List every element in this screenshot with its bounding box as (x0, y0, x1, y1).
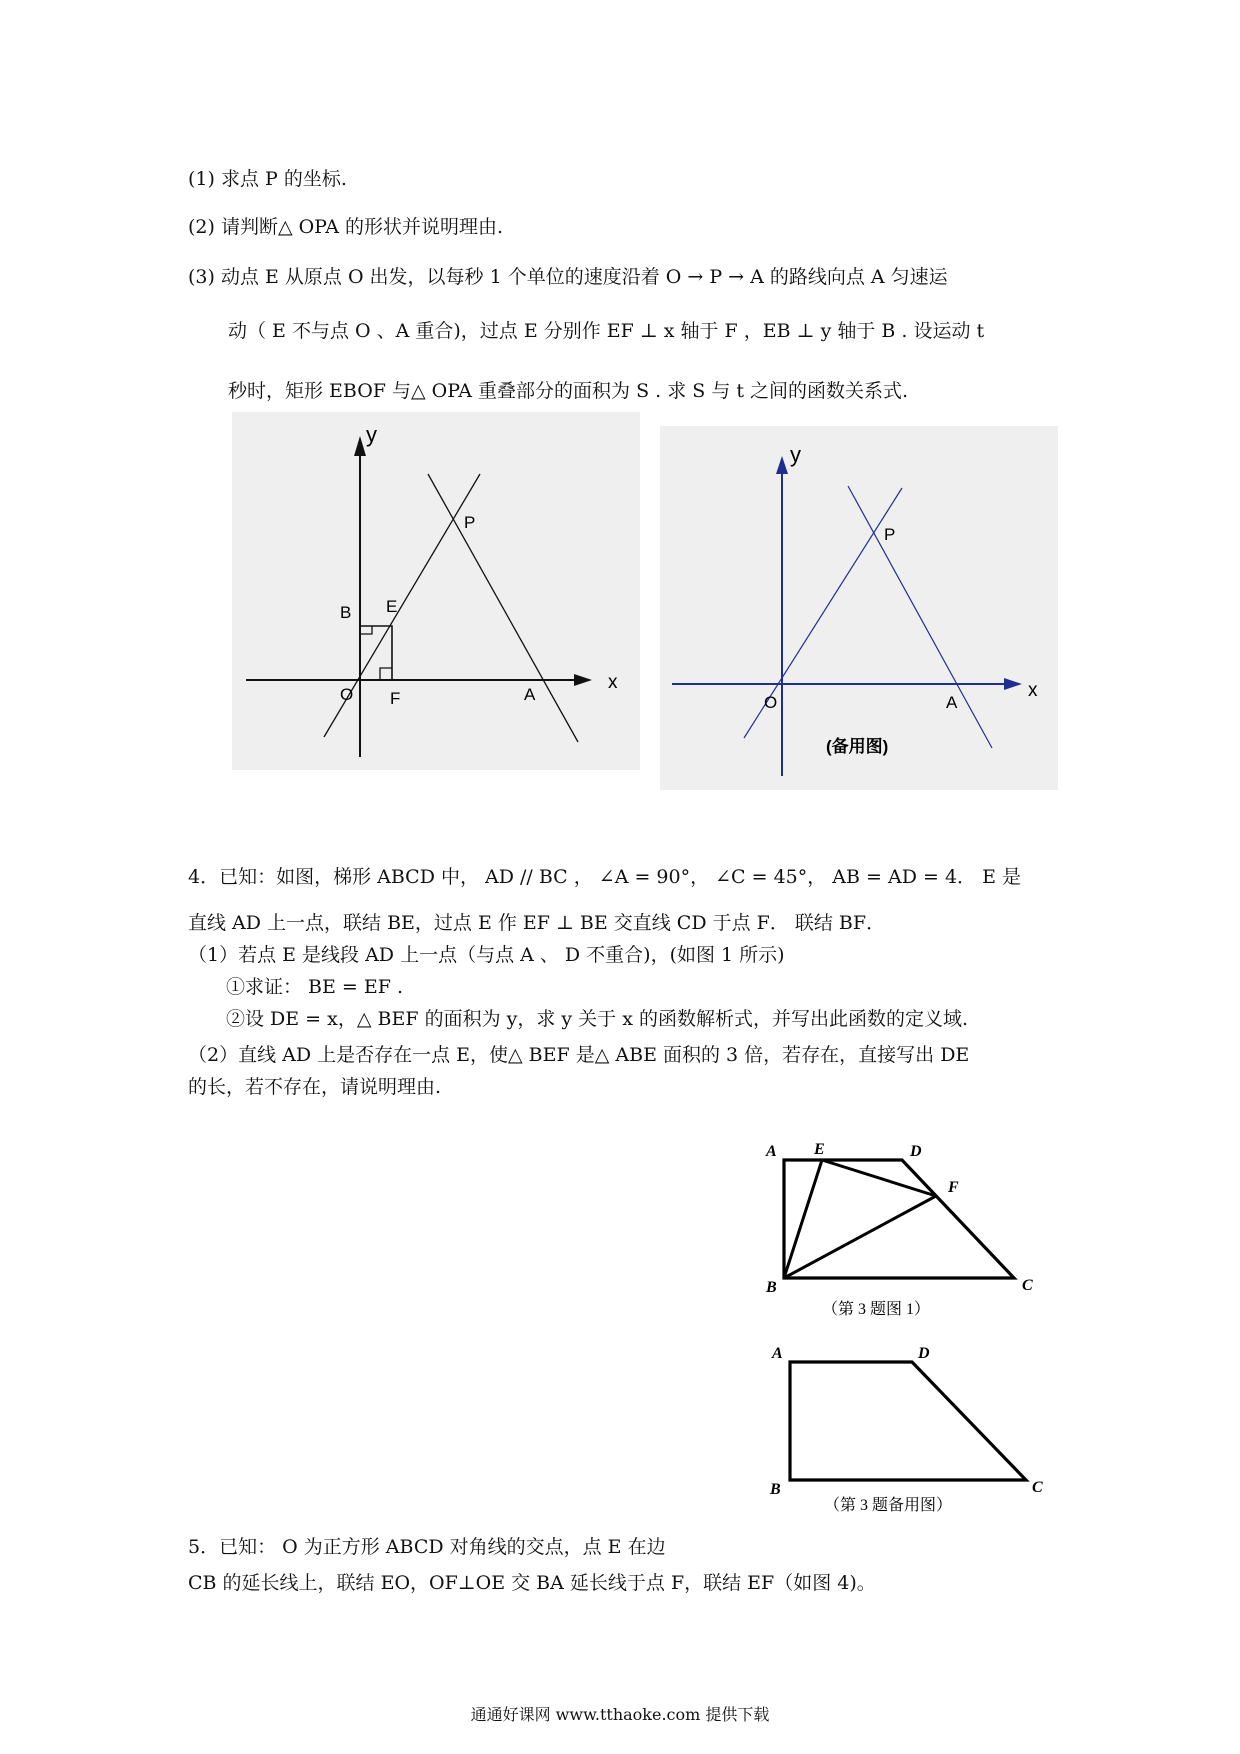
trapezoid-abcd (790, 1362, 1026, 1480)
label-p: P (884, 525, 896, 544)
figure-coordinate-main (232, 412, 640, 770)
q4-line5: ②设 DE = x，△ BEF 的面积为 y，求 y 关于 x 的函数解析式，并写出此函数的定义域. (226, 1008, 968, 1030)
label-f: F (390, 689, 401, 708)
q4-line3: （1）若点 E 是线段 AD 上一点（与点 A 、 D 不重合)，(如图 1 所示) (188, 944, 785, 966)
label-e: E (386, 597, 398, 616)
q5-line1: 5．已知： O 为正方形 ABCD 对角线的交点，点 E 在边 (188, 1536, 666, 1558)
label-o: O (764, 693, 778, 712)
label-b: B (770, 1481, 781, 1498)
q3-part1: (1) 求点 P 的坐标. (188, 168, 347, 190)
figure-caption: （第 3 题图 1） (822, 1301, 931, 1318)
label-f: F (948, 1179, 959, 1196)
q4-line7: 的长，若不存在，请说明理由. (188, 1076, 442, 1098)
label-a: A (766, 1143, 777, 1160)
figure-background (660, 426, 1058, 790)
label-e: E (814, 1141, 825, 1158)
q3-part3-line3: 秒时，矩形 EBOF 与△ OPA 重叠部分的面积为 S . 求 S 与 t 之间的函数关系式. (228, 380, 909, 402)
figure-trapezoid-1 (752, 1134, 1052, 1324)
label-b: B (340, 603, 352, 622)
y-label: y (790, 442, 801, 467)
q4-line6: （2）直线 AD 上是否存在一点 E，使△ BEF 是△ ABE 面积的 3 倍，若存在，直接写出 DE (188, 1044, 970, 1066)
label-a: A (946, 693, 958, 712)
label-o: O (340, 685, 354, 704)
label-c: C (1022, 1277, 1033, 1294)
q4-line2: 直线 AD 上一点，联结 BE，过点 E 作 EF ⊥ BE 交直线 CD 于点 F． 联结 BF． (188, 912, 886, 934)
q4-line4: ①求证： BE = EF . (226, 976, 404, 998)
label-d: D (910, 1143, 922, 1160)
figure-coordinate-backup (660, 426, 1058, 790)
x-label: x (1028, 680, 1038, 701)
page-footer: 通通好课网 www.tthaoke.com 提供下载 (470, 1705, 770, 1724)
y-label: y (366, 422, 377, 447)
q3-part2: (2) 请判断△ OPA 的形状并说明理由. (188, 216, 504, 238)
figure-background (232, 412, 640, 770)
label-b: B (766, 1279, 777, 1296)
figure-caption: (备用图) (826, 737, 889, 756)
label-a: A (772, 1345, 783, 1362)
label-d: D (918, 1345, 930, 1362)
q5-line2: CB 的延长线上，联结 EO，OF⊥OE 交 BA 延长线于点 F，联结 EF（如图 4)。 (188, 1572, 876, 1594)
q3-part3-line2: 动（ E 不与点 O 、A 重合)，过点 E 分别作 EF ⊥ x 轴于 F ，EB ⊥ y 轴于 B . 设运动 t (228, 320, 985, 342)
q3-part3-line1: (3) 动点 E 从原点 O 出发，以每秒 1 个单位的速度沿着 O → P → A 的路线向点 A 匀速运 (188, 266, 948, 288)
x-label: x (608, 672, 618, 693)
label-a: A (524, 685, 536, 704)
q4-line1: 4．已知：如图，梯形 ABCD 中， AD // BC ， ∠A = 90°， ∠C = 45°， AB = AD = 4． E 是 (188, 866, 1021, 888)
label-p: P (464, 513, 476, 532)
label-c: C (1032, 1479, 1043, 1496)
figure-trapezoid-backup (760, 1338, 1060, 1514)
figure-caption: （第 3 题备用图） (824, 1497, 953, 1514)
